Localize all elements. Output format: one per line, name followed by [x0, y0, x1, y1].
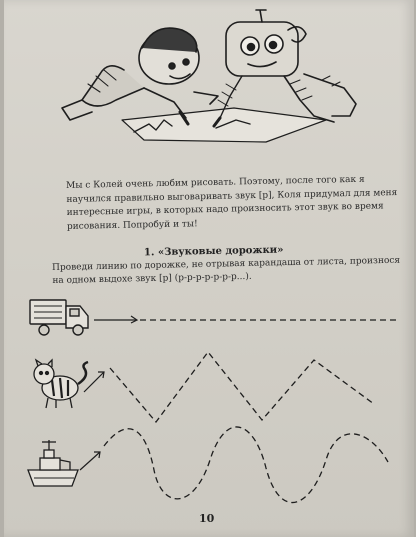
intro-paragraph: Мы с Колей очень любим рисовать. Поэтому, после того как я научился правильно выговаривать звук [р], Коля придумал для меня интересные игры, в которых надо произносить этот звук во время рисования. Попробуй и ты!	[66, 174, 398, 232]
instruction-paragraph: Проведи линию по дорожке, не отрывая карандаша от листа, произнося на одном выдохе звук [р] (р-р-р-р-р-р-р...).	[52, 255, 401, 286]
section-title: 1. «Звуковые дорожки»	[143, 244, 284, 259]
boy-illustration	[62, 28, 218, 124]
header-illustration	[62, 10, 356, 142]
track-wave	[80, 427, 388, 503]
truck-icon	[30, 300, 88, 335]
track-zigzag	[84, 352, 374, 422]
tiger-icon	[34, 360, 88, 408]
page-number: 10	[199, 512, 215, 525]
track-straight	[94, 316, 400, 323]
workbook-page	[4, 0, 414, 537]
boat-icon	[28, 440, 78, 486]
